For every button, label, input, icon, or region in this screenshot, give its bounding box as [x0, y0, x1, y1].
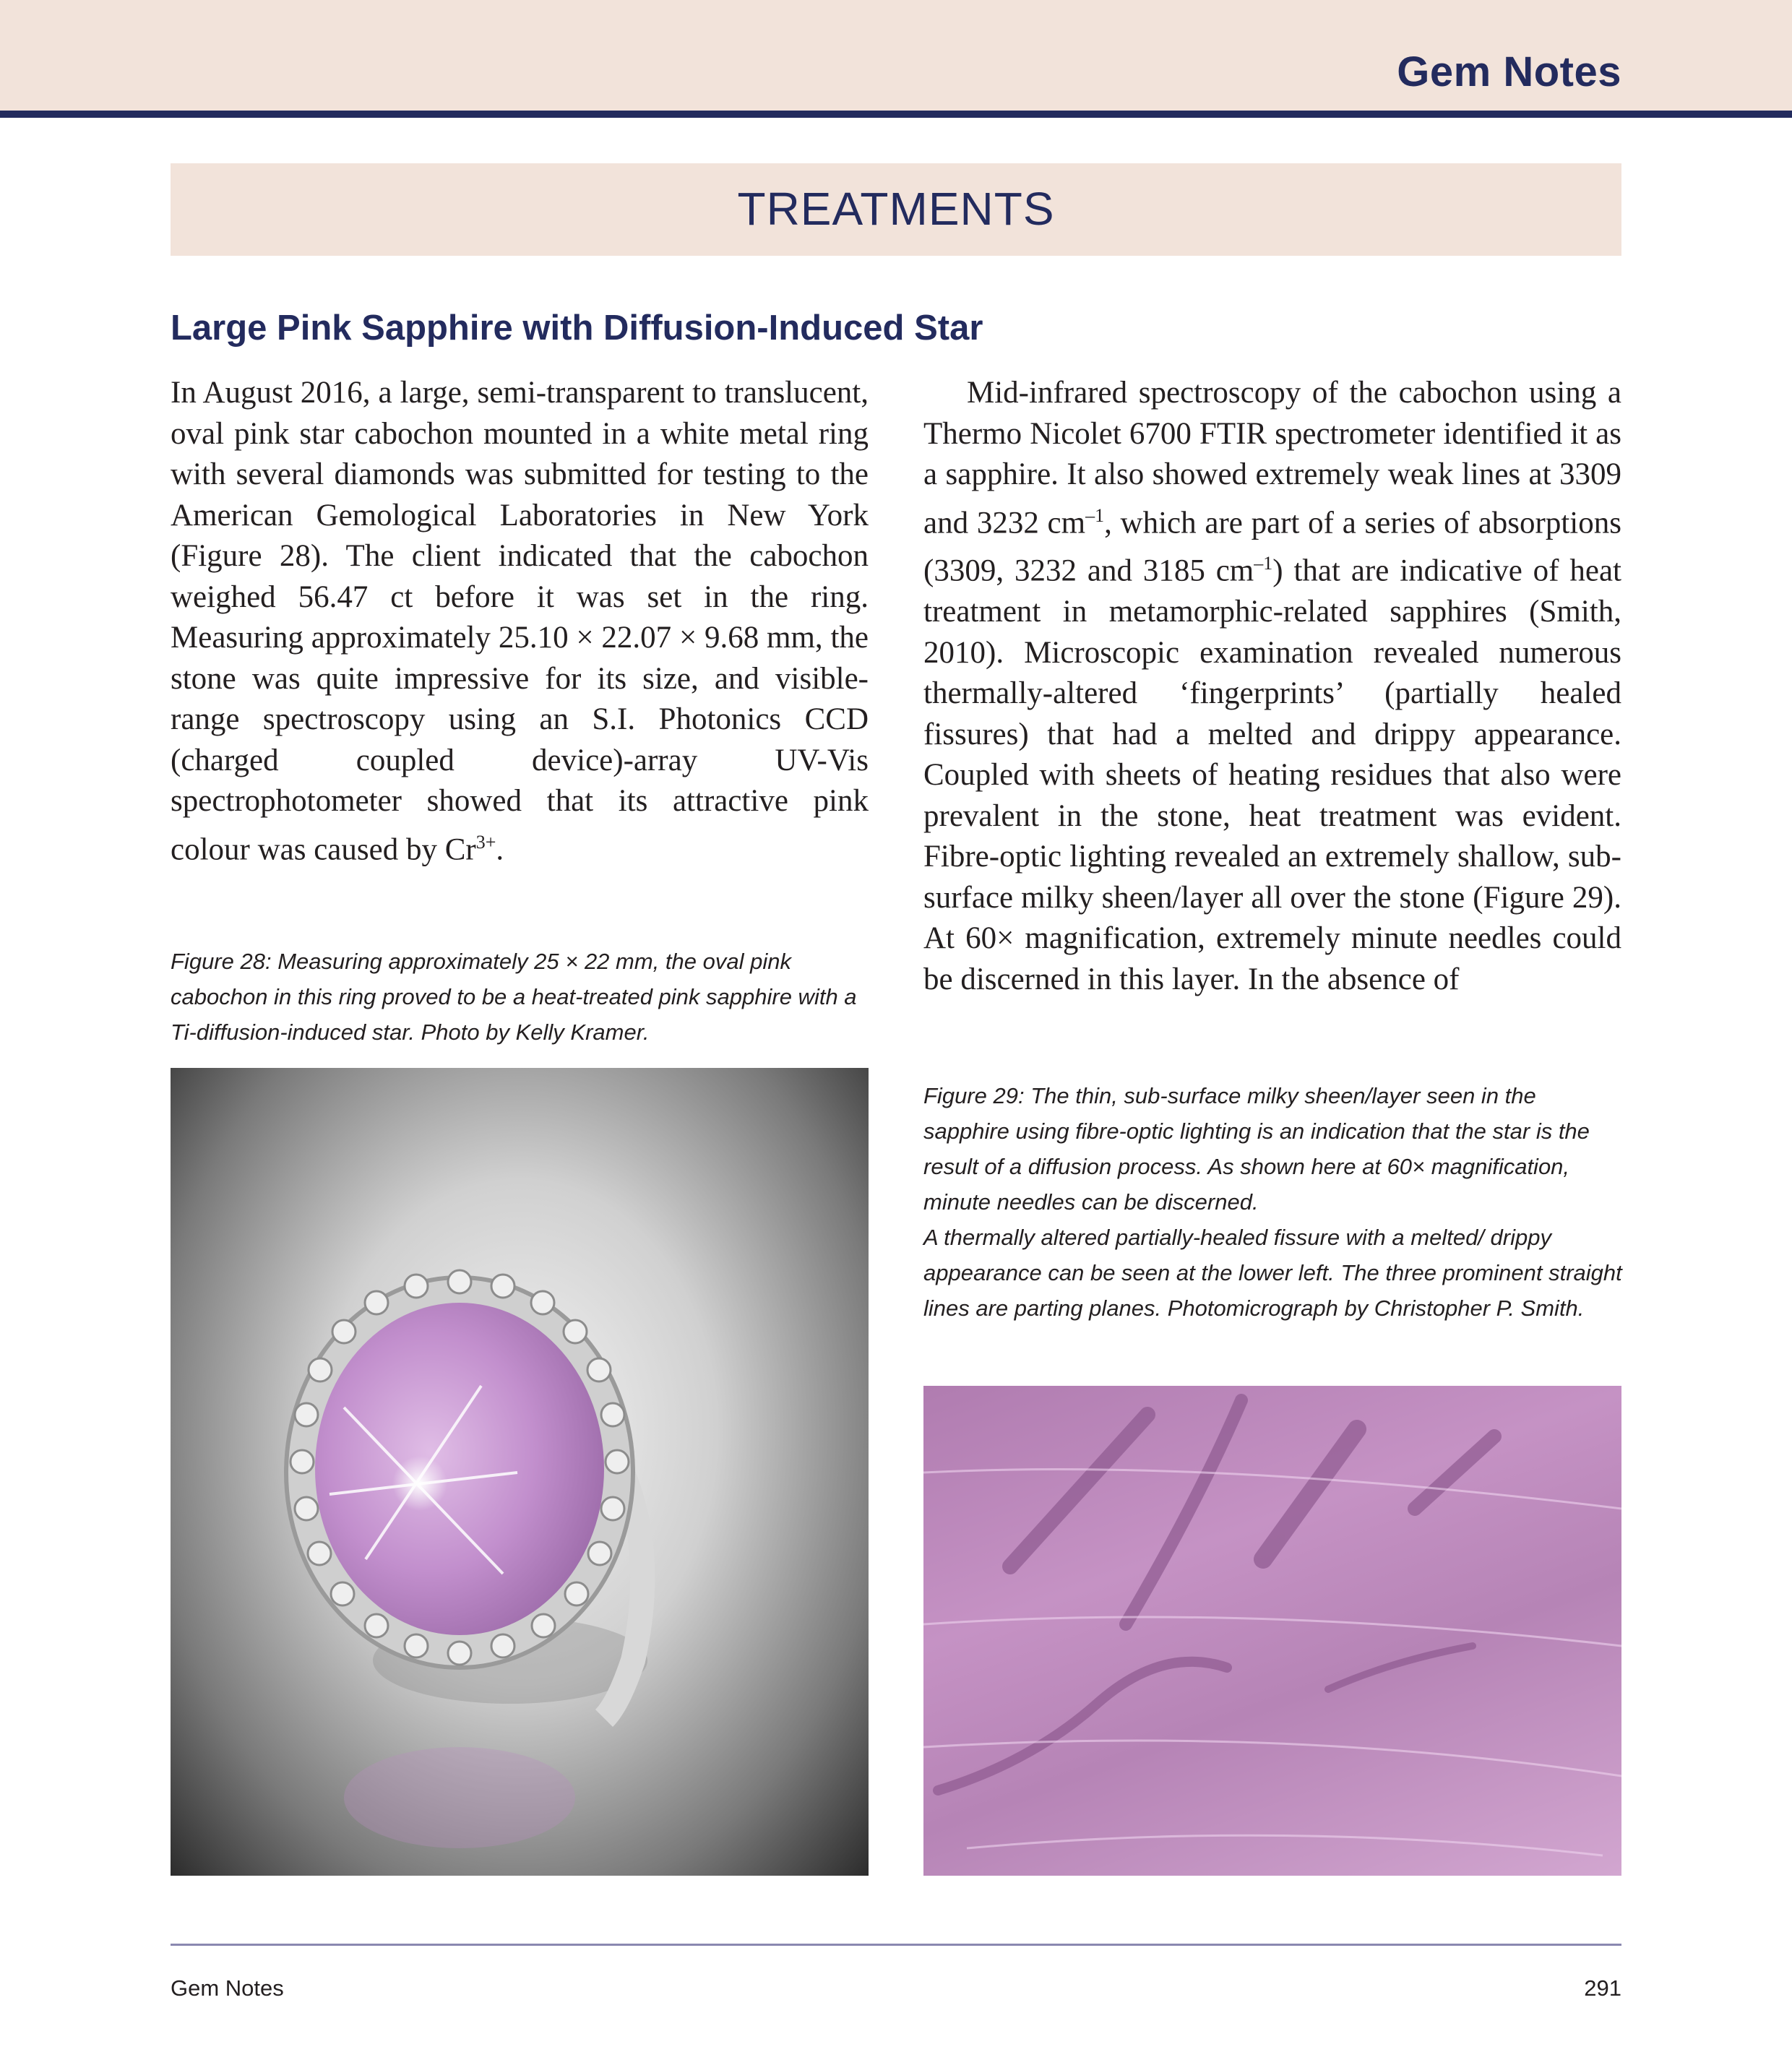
section-banner [171, 163, 1621, 256]
paragraph-text-end: . [496, 832, 504, 866]
paragraph-text: , which are part of a series of absorptions (3309, 3232 and 3185 cm [923, 505, 1621, 588]
body-column-right [923, 373, 1621, 1000]
caption-text: Figure 29: The thin, sub-surface milky sheen/layer seen in the sapphire using fibre-optic lighting is an indication that the star is the result of a diffusion process. As shown here at 60× magnification, minute needles can be discerned. [923, 1083, 1590, 1215]
banner-title: TREATMENTS [737, 183, 1055, 235]
page-number: 291 [1584, 1975, 1621, 2001]
superscript: 3+ [475, 831, 496, 853]
paragraph-text: Mid-infrared spectroscopy of the cabochon using a Thermo Nicolet 6700 FTIR spectrometer identified it as a sapphire. It also showed extremely weak lines at 3309 and 3232 cm [923, 376, 1621, 540]
paragraph-text: ) that are indicative of heat treatment in metamorphic-related sapphires (Smith, 2010). Microscopic examination revealed numerous thermally-altered ‘fingerprints’ (partially healed fissures) that had a melted and drippy appearance. Coupled with sheets of heating residues that also were prevalent in the stone, heat treatment was evident. Fibre-optic lighting revealed an extremely shallow, sub-surface milky sheen/layer all over the stone (Figure 29). At 60× magnification, extremely minute needles could be discerned in this layer. In the absence of [923, 553, 1621, 996]
caption-text: A thermally altered partially-healed fissure with a melted/ drippy appearance can be seen at the lower left. The three prominent straight lines are parting planes. Photomicrograph by Christopher P. Smith. [923, 1225, 1622, 1321]
article-title: Large Pink Sapphire with Diffusion-Induced Star [171, 309, 983, 348]
superscript: –1 [1085, 504, 1105, 526]
footer-section-label: Gem Notes [171, 1975, 284, 2001]
figure-29-caption [923, 1078, 1624, 1326]
section-label: Gem Notes [1397, 48, 1621, 95]
paragraph-text: In August 2016, a large, semi-transparent to translucent, oval pink star cabochon mounted in a white metal ring with several diamonds was submitted for testing to the American Gemological Laboratories in New York (Figure 28). The client indicated that the cabochon weighed 56.47 ct before it was set in the ring. Measuring approximately 25.10 × 22.07 × 9.68 mm, the stone was quite impressive for its size, and visible-range spectroscopy using an S.I. Photonics CCD (charged coupled device)-array UV-Vis spectrophotometer showed that its attractive pink colour was caused by Cr [171, 376, 869, 866]
footer-rule [171, 1944, 1621, 1946]
header-rule [0, 111, 1792, 118]
figure-28-caption: Figure 28: Measuring approximately 25 × 22 mm, the oval pink cabochon in this ring proved to be a heat-treated pink sapphire with a Ti-diffusion-induced star. Photo by Kelly Kramer. [171, 949, 857, 1045]
body-column-left [171, 373, 869, 870]
figure-29-photomicrograph [923, 1386, 1621, 1876]
figure-28-photo [171, 1068, 869, 1876]
superscript: –1 [1254, 553, 1273, 574]
